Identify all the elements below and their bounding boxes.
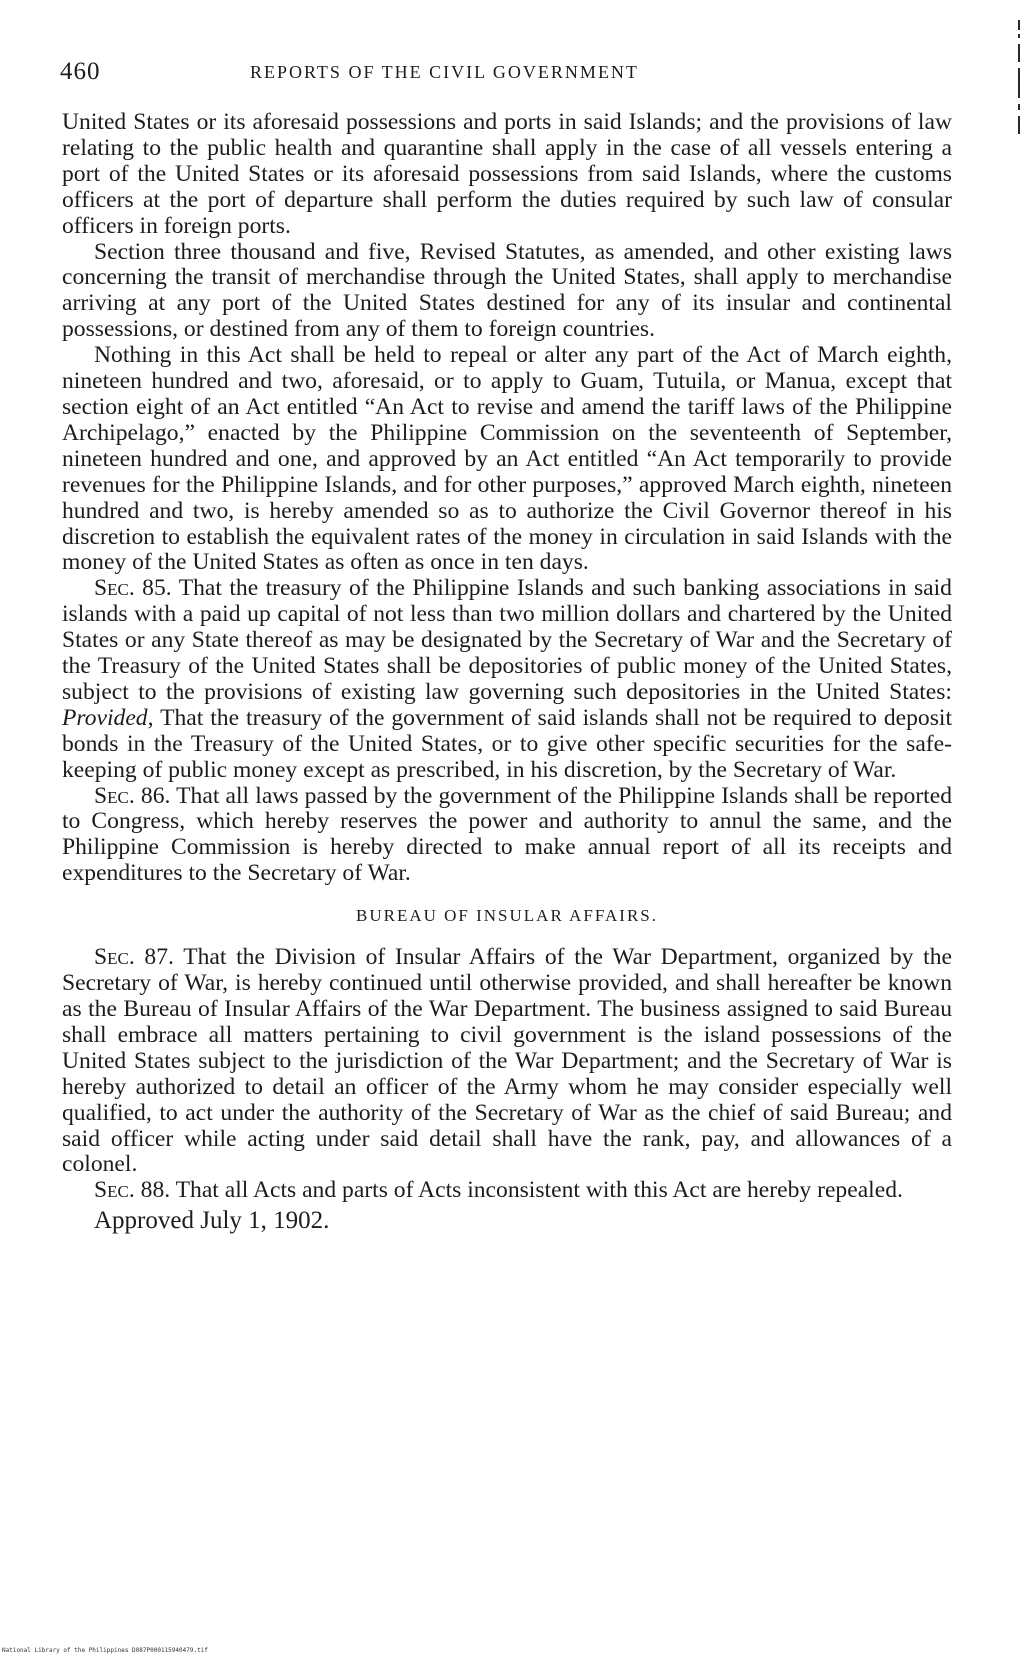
section-87-text: That the Division of Insular Affairs of the War Department, organized by the Secretary of War, is hereby continued until otherwise provided, and shall hereafter be known as the Bureau of Insular Affairs of the War Department. The business assigned to said Bureau shall embrace all matters pertaining to civil government is the island possessions of the United States subject to the jurisdiction of the War Department; and the Secretary of War is hereby authorized to detail an officer of the Army whom he may consider especially well qualified, to act under the authority of the Secretary of War as the chief of said Bureau; and said officer while acting under said detail shall have the rank, pay, and allowances of a colonel. — [62, 944, 952, 1178]
running-head: REPORTS OF THE CIVIL GOVERNMENT — [250, 62, 639, 82]
section-88-label: Sec. 88. — [94, 1177, 171, 1204]
paragraph-continuation: United States or its aforesaid possessions and ports in said Islands; and the provisions of law relating to the public health and quarantine shall apply in the case of all vessels entering a port of the United States or its aforesaid possessions from said Islands, where the customs officers at the port of departure shall perform the duties required by such law of consular officers in foreign ports. — [62, 109, 952, 239]
page-body — [62, 110, 952, 1234]
section-86-text: That all laws passed by the government of the Philippine Islands shall be reported to Congress, which hereby reserves the power and authority to annul the same, and the Philippine Commission is hereby directed to make annual report of all its receipts and expenditures to the Secretary of War. — [62, 782, 952, 887]
approved-date: Approved July 1, 1902. — [94, 1207, 330, 1235]
page-header — [60, 58, 960, 88]
section-87-label: Sec. 87. — [94, 944, 174, 971]
page-number: 460 — [60, 58, 101, 85]
section-88 — [62, 1178, 952, 1204]
section-86-label: Sec. 86. — [94, 782, 171, 809]
section-86 — [62, 784, 952, 888]
section-85-label: Sec. 85. — [94, 575, 172, 602]
scan-credit-footer: National Library of the Philippines D087P000115940479.tif — [2, 1647, 208, 1654]
scan-edge-marks — [1008, 20, 1022, 140]
section-85-text-b: That the treasury of the government of said islands shall not be required to deposit bonds in the Treasury of the United States, or to give other specific securities for the safe-keeping of public money except as prescribed, in his discretion, by the Secretary of War. — [62, 704, 952, 783]
paragraph-section-3005: Section three thousand and five, Revised Statutes, as amended, and other existing laws concerning the transit of merchandise through the United States, shall apply to merchandise arriving at any port of the United States destined for any of its insular and continental possessions, or destined from any of them to foreign countries. — [62, 238, 952, 343]
paragraph-nothing-in-this-act: Nothing in this Act shall be held to repeal or alter any part of the Act of March eighth, nineteen hundred and two, aforesaid, or to apply to Guam, Tutuila, or Manua, except that section eight of an Act entitled “An Act to revise and amend the tariff laws of the Philippine Archipelago,” enacted by the Philippine Commission on the seventeenth of September, nineteen hundred and one, and approved by an Act entitled “An Act temporarily to provide revenues for the Philippine Islands, and for other purposes,” approved March eighth, nineteen hundred and two, is hereby amended so as to authorize the Civil Governor thereof in his discretion to establish the equivalent rates of the money in circulation in said Islands with the money of the United States as often as once in ten days. — [62, 342, 952, 576]
section-85-text-a: That the treasury of the Philippine Islands and such banking associations in said islands with a paid up capital of not less than two million dollars and chartered by the United States or any State thereof as may be designated by the Secretary of War and the Secretary of the Treasury of the United States shall be depositories of public money of the United States, subject to the provisions of existing law governing such depositories in the United States: — [62, 575, 952, 705]
section-85-provided: Provided, — [62, 704, 154, 731]
section-85 — [62, 576, 952, 783]
section-88-text: That all Acts and parts of Acts inconsistent with this Act are hereby repealed. — [175, 1177, 903, 1204]
heading-bureau-of-insular-affairs: BUREAU OF INSULAR AFFAIRS. — [355, 906, 658, 926]
section-87 — [62, 945, 952, 1178]
